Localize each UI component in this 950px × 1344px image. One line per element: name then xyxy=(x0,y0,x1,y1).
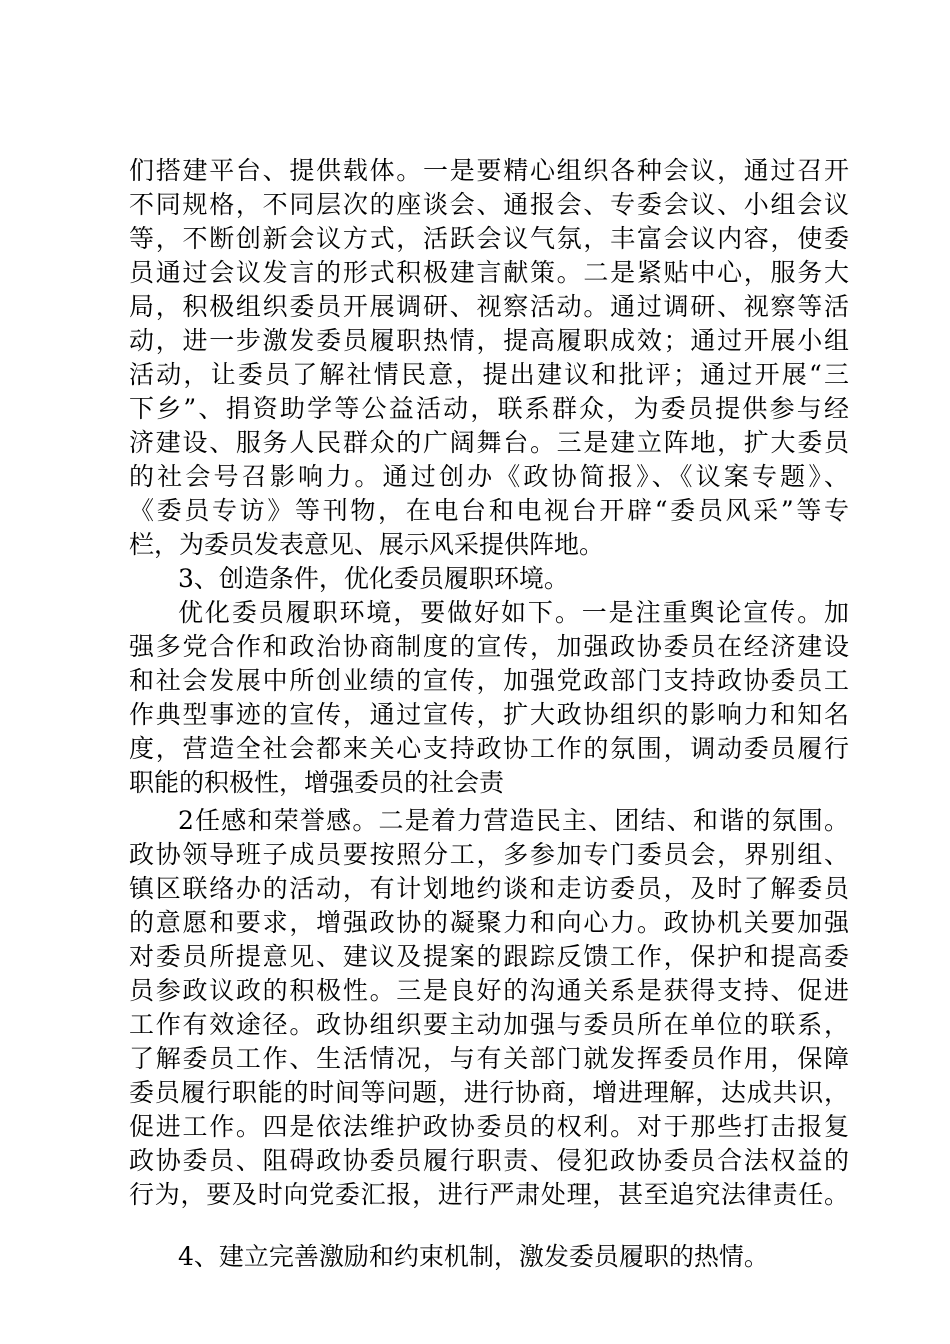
text-line: 工作有效途径。政协组织要主动加强与委员所在单位的联系， xyxy=(129,1010,849,1039)
text-line: 济建设、服务人民群众的广阔舞台。三是建立阵地，扩大委员 xyxy=(129,428,849,457)
text-line: 了解委员工作、生活情况，与有关部门就发挥委员作用，保障 xyxy=(129,1044,849,1073)
text-line: 等，不断创新会议方式，活跃会议气氛，丰富会议内容，使委 xyxy=(129,224,849,253)
text-line: 活动，让委员了解社情民意，提出建议和批评；通过开展“三 xyxy=(129,360,849,389)
text-line: 促进工作。四是依法维护政协委员的权利。对于那些打击报复 xyxy=(129,1112,849,1141)
text-line: 和社会发展中所创业绩的宣传，加强党政部门支持政协委员工 xyxy=(129,666,849,695)
text-line: 职能的积极性，增强委员的社会责 xyxy=(129,768,505,797)
text-line: 不同规格，不同层次的座谈会、通报会、专委会议、小组会议 xyxy=(129,190,849,219)
text-line: 委员履行职能的时间等问题，进行协商，增进理解，达成共识， xyxy=(129,1078,849,1107)
text-line: 动，进一步激发委员履职热情，提高履职成效；通过开展小组 xyxy=(129,326,849,355)
text-line: 的意愿和要求，增强政协的凝聚力和向心力。政协机关要加强 xyxy=(129,908,849,937)
text-line: 镇区联络办的活动，有计划地约谈和走访委员，及时了解委员 xyxy=(129,874,849,903)
text-line: 政协领导班子成员要按照分工，多参加专门委员会，界别组、 xyxy=(129,840,849,869)
text-line: 栏，为委员发表意见、展示风采提供阵地。 xyxy=(129,530,605,559)
text-line: 作典型事迹的宣传，通过宣传，扩大政协组织的影响力和知名 xyxy=(129,700,849,729)
text-line: 强多党合作和政治协商制度的宣传，加强政协委员在经济建设 xyxy=(129,632,849,661)
text-line: 《委员专访》等刊物，在电台和电视台开辟“委员风采”等专 xyxy=(129,496,849,525)
text-line: 们搭建平台、提供载体。一是要精心组织各种会议，通过召开 xyxy=(129,156,849,185)
text-line: 度，营造全社会都来关心支持政协工作的氛围，调动委员履行 xyxy=(129,734,849,763)
text-line: 优化委员履职环境，要做好如下。一是注重舆论宣传。加 xyxy=(178,598,849,627)
text-line: 3、创造条件，优化委员履职环境。 xyxy=(178,564,569,593)
text-line: 局，积极组织委员开展调研、视察活动。通过调研、视察等活 xyxy=(129,292,849,321)
text-line: 4、建立完善激励和约束机制，激发委员履职的热情。 xyxy=(178,1242,769,1271)
text-line: 的社会号召影响力。通过创办《政协简报》、《议案专题》、 xyxy=(129,462,849,491)
text-line: 对委员所提意见、建议及提案的跟踪反馈工作，保护和提高委 xyxy=(129,942,849,971)
text-line: 员参政议政的积极性。三是良好的沟通关系是获得支持、促进 xyxy=(129,976,849,1005)
text-line: 2任感和荣誉感。二是着力营造民主、团结、和谐的氛围。 xyxy=(178,806,849,835)
text-line: 员通过会议发言的形式积极建言献策。二是紧贴中心，服务大 xyxy=(129,258,849,287)
text-line: 政协委员、阻碍政协委员履行职责、侵犯政协委员合法权益的 xyxy=(129,1146,849,1175)
text-line: 行为，要及时向党委汇报，进行严肃处理，甚至追究法律责任。 xyxy=(129,1180,849,1209)
text-line: 下乡”、捐资助学等公益活动，联系群众，为委员提供参与经 xyxy=(129,394,849,423)
